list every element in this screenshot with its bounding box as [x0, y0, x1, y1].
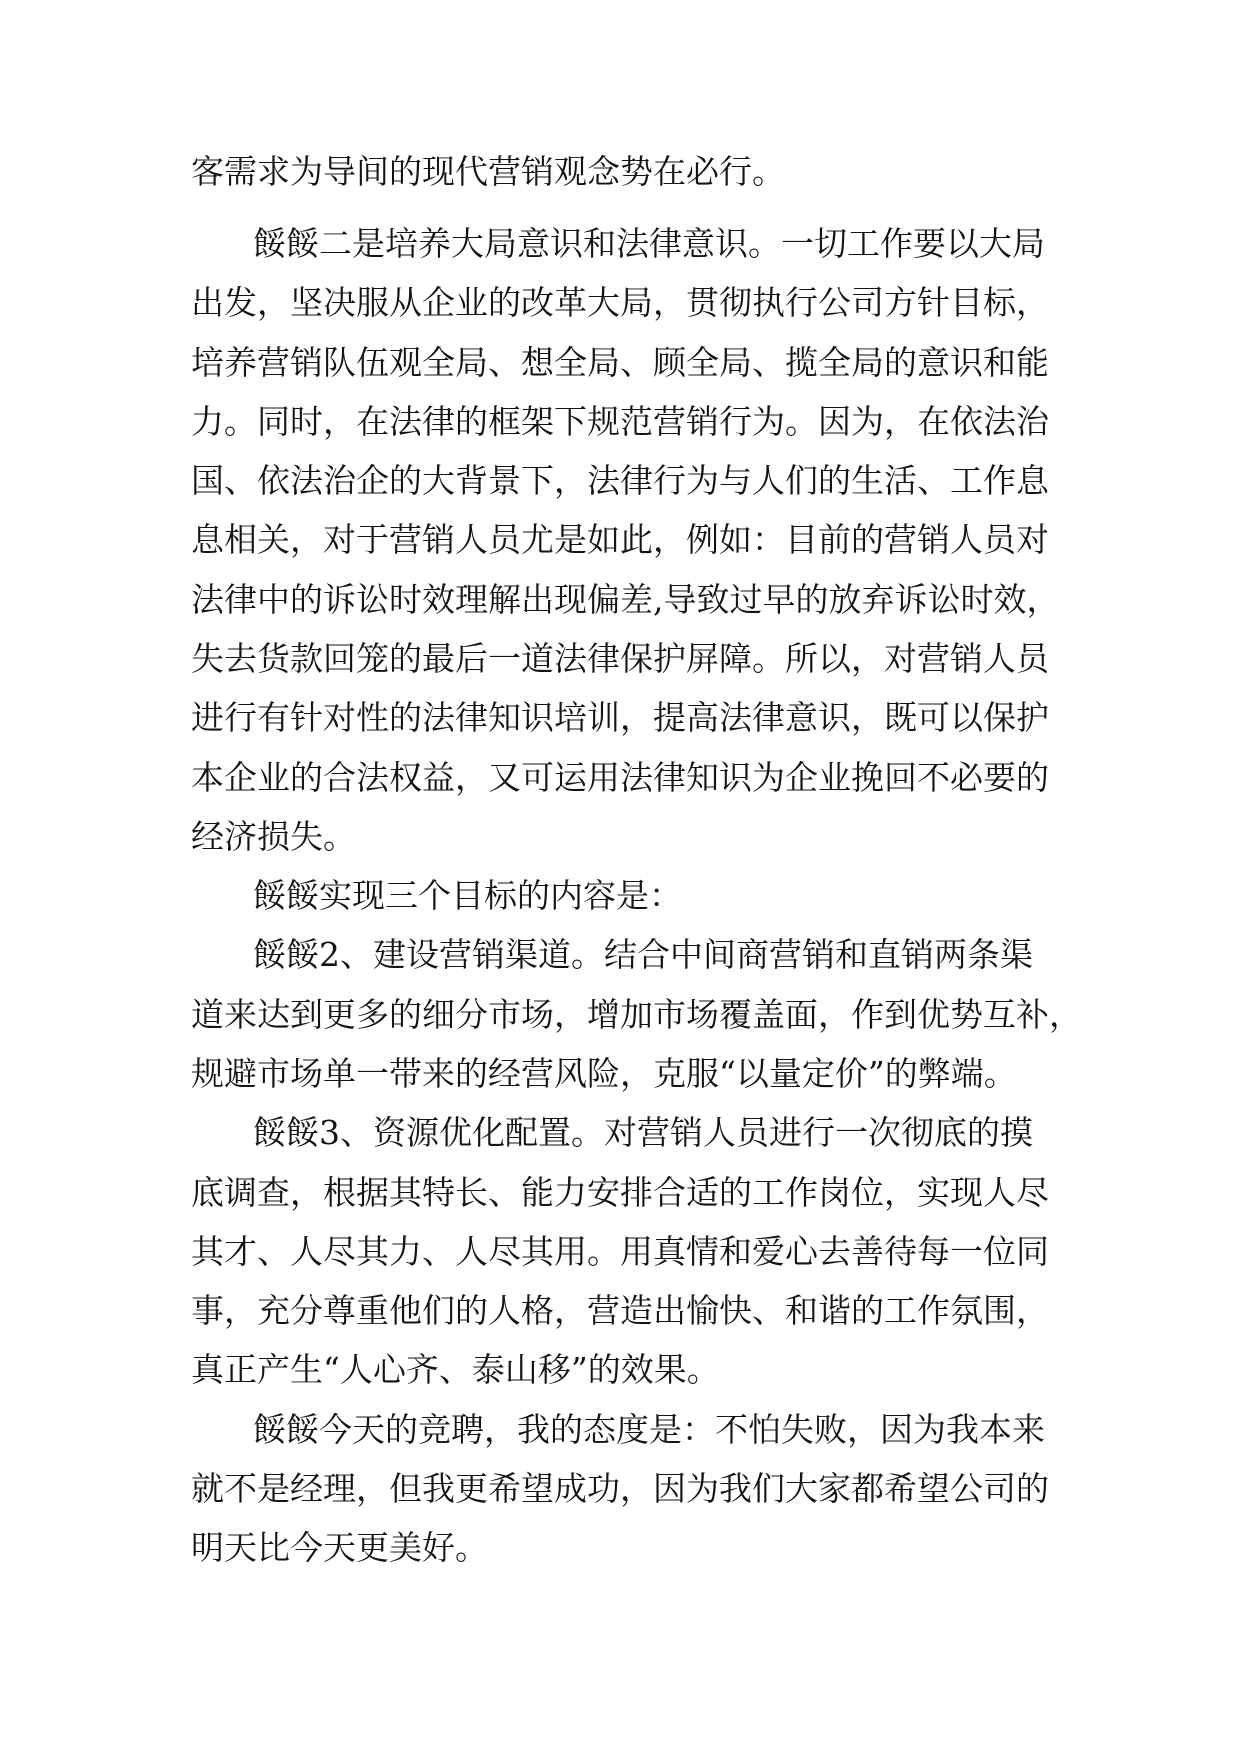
text-line: 失去货款回笼的最后一道法律保护屏障。所以，对营销人员	[191, 639, 1049, 678]
text-line: 事，充分尊重他们的人格，营造出愉快、和谐的工作氛围，	[191, 1291, 1049, 1330]
text-line: 餒餒今天的竞聘，我的态度是：不怕失败，因为我本来	[253, 1410, 1045, 1449]
text-line: 规避市场单一带来的经营风险，克服“以量定价”的弊端。	[191, 1054, 1017, 1093]
text-line: 力。同时，在法律的框架下规范营销行为。因为，在依法治	[191, 402, 1049, 441]
text-line: 餒餒3、资源优化配置。对营销人员进行一次彻底的摸	[253, 1113, 1033, 1152]
text-line: 经济损失。	[191, 817, 356, 856]
text-line: 餒餒二是培养大局意识和法律意识。一切工作要以大局	[253, 224, 1045, 263]
text-line: 培养营销队伍观全局、想全局、顾全局、揽全局的意识和能	[191, 343, 1049, 382]
text-line: 餒餒2、建设营销渠道。结合中间商营销和直销两条渠	[253, 935, 1033, 974]
text-line: 底调查，根据其特长、能力安排合适的工作岗位，实现人尽	[191, 1173, 1049, 1212]
text-line: 出发，坚决服从企业的改革大局，贯彻执行公司方针目标，	[191, 283, 1049, 322]
text-line: 客需求为导间的现代营销观念势在必行。	[191, 152, 785, 191]
text-line: 法律中的诉讼时效理解出现偏差,导致过早的放弃诉讼时效，	[191, 580, 1060, 619]
text-line: 其才、人尽其力、人尽其用。用真情和爱心去善待每一位同	[191, 1232, 1049, 1271]
text-line: 道来达到更多的细分市场，增加市场覆盖面，作到优势互补，	[191, 995, 1082, 1034]
text-line: 进行有针对性的法律知识培训，提高法律意识，既可以保护	[191, 698, 1049, 737]
text-line: 明天比今天更美好。	[191, 1528, 488, 1567]
text-line: 国、依法治企的大背景下，法律行为与人们的生活、工作息	[191, 461, 1049, 500]
text-line: 真正产生“人心齐、泰山移”的效果。	[191, 1350, 720, 1389]
text-line: 本企业的合法权益，又可运用法律知识为企业挽回不必要的	[191, 758, 1049, 797]
text-line: 就不是经理，但我更希望成功，因为我们大家都希望公司的	[191, 1469, 1049, 1508]
text-line: 息相关，对于营销人员尤是如此，例如：目前的营销人员对	[191, 520, 1049, 559]
text-line: 餒餒实现三个目标的内容是：	[253, 876, 682, 915]
